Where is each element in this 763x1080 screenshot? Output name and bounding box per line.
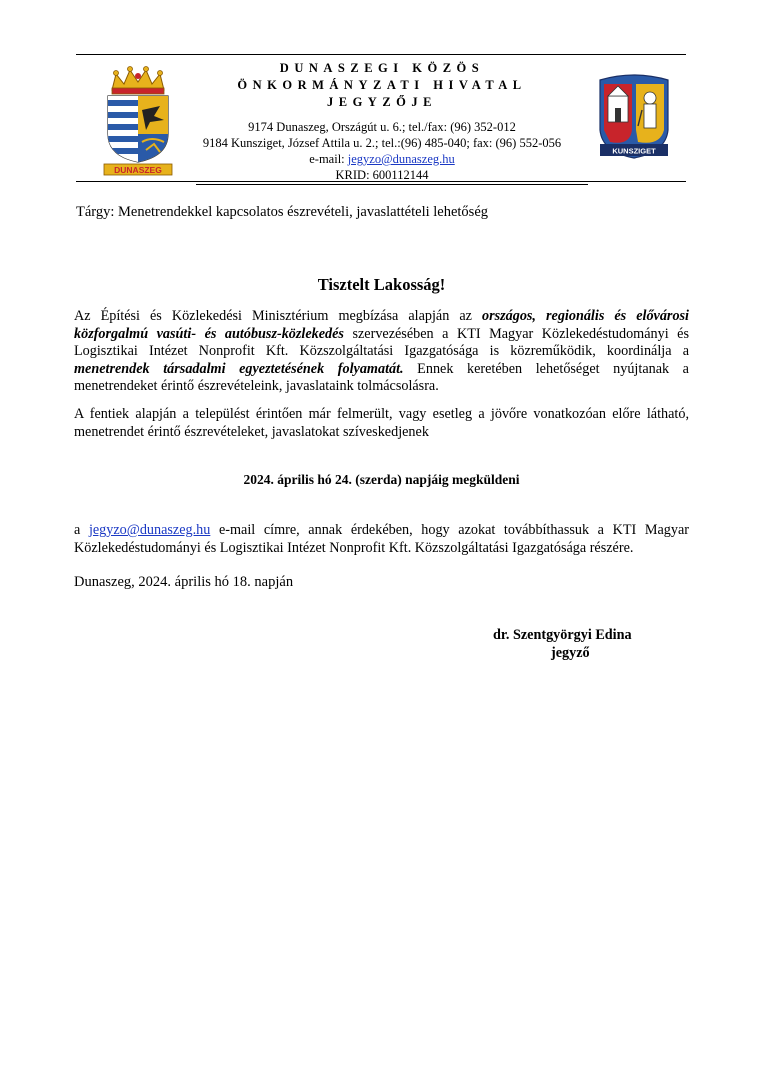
org-name-line1: DUNASZEGI KÖZÖS <box>279 61 485 75</box>
krid-line: KRID: 600112144 <box>335 168 429 182</box>
kunsziget-crest-label: KUNSZIGET <box>612 146 656 156</box>
letterhead-top-rule <box>76 54 686 55</box>
paragraph-1-text-b: szervezésében a KTI Magyar Közlekedéstudományi és Logisztikai Intézet Nonprofit Kft. Közszolgáltatási Igazgatósága is közreműködik, koordinálja a <box>74 325 689 359</box>
address-kunsziget: 9184 Kunsziget, József Attila u. 2.; tel.:(96) 485-040; fax: (96) 552-056 <box>202 136 562 150</box>
dunaszeg-crest-label: DUNASZEG <box>114 165 162 175</box>
signatory-name: dr. Szentgyörgyi Edina <box>493 627 632 643</box>
subject-line: Tárgy: Menetrendekkel kapcsolatos észrevételi, javaslattételi lehetőség <box>76 204 489 220</box>
paragraph-3-text-b: e-mail címre, annak érdekében, hogy azokat továbbíthassuk a KTI Magyar Közlekedéstudományi és Logisztikai Intézet Nonprofit Kft. Közszolgáltatási Igazgatósága részére. <box>74 522 689 556</box>
paragraph-1-emphasis-a: országos, regionális és elővárosi közforgalmú vasúti- és autóbusz-közlekedés <box>74 308 690 342</box>
address-dunaszeg: 9174 Dunaszeg, Országút u. 6.; tel./fax: (96) 352-012 <box>248 120 516 134</box>
place-and-date: Dunaszeg, 2024. április hó 18. napján <box>74 574 294 590</box>
deadline-line: 2024. április hó 24. (szerda) napjáig megküldeni <box>243 472 520 487</box>
letterhead-text <box>190 60 574 183</box>
paragraph-1-text-c: Ennek keretében lehetőséget nyújtanak a menetrendeket érintő észrevételeink, javaslataink tolmácsolásra. <box>74 360 689 394</box>
org-name-line3: JEGYZŐJE <box>327 95 437 109</box>
paragraph-3 <box>74 522 689 557</box>
paragraph-1 <box>74 308 689 396</box>
paragraph-1-emphasis-b: menetrendek társadalmi egyeztetésének folyamatát. <box>74 360 404 377</box>
salutation: Tisztelt Lakosság! <box>317 275 446 294</box>
paragraph-2: A fentiek alapján a települést érintően már felmerült, vagy esetleg a jövőre vonatkozóan előre látható, menetrendet érintő észrevételeket, javaslatokat szíveskedjenek <box>74 406 689 440</box>
paragraph-1-text-a: Az Építési és Közlekedési Minisztérium megbízása alapján az <box>74 308 482 324</box>
letterhead-email-link[interactable]: jegyzo@dunaszeg.hu <box>347 152 455 166</box>
letterhead-bottom-rule <box>76 181 686 182</box>
email-prefix: e-mail: <box>309 152 348 166</box>
kunsziget-crest-icon <box>586 70 682 166</box>
signatory-title: jegyző <box>551 645 590 661</box>
email-line <box>190 151 574 167</box>
dunaszeg-crest-icon <box>102 64 174 176</box>
org-name-line2: ÖNKORMÁNYZATI HIVATAL <box>237 78 527 92</box>
letterhead-bottom-rule-inner <box>196 184 588 185</box>
paragraph-3-text-a: a <box>74 522 89 538</box>
body-email-link[interactable]: jegyzo@dunaszeg.hu <box>88 522 211 538</box>
